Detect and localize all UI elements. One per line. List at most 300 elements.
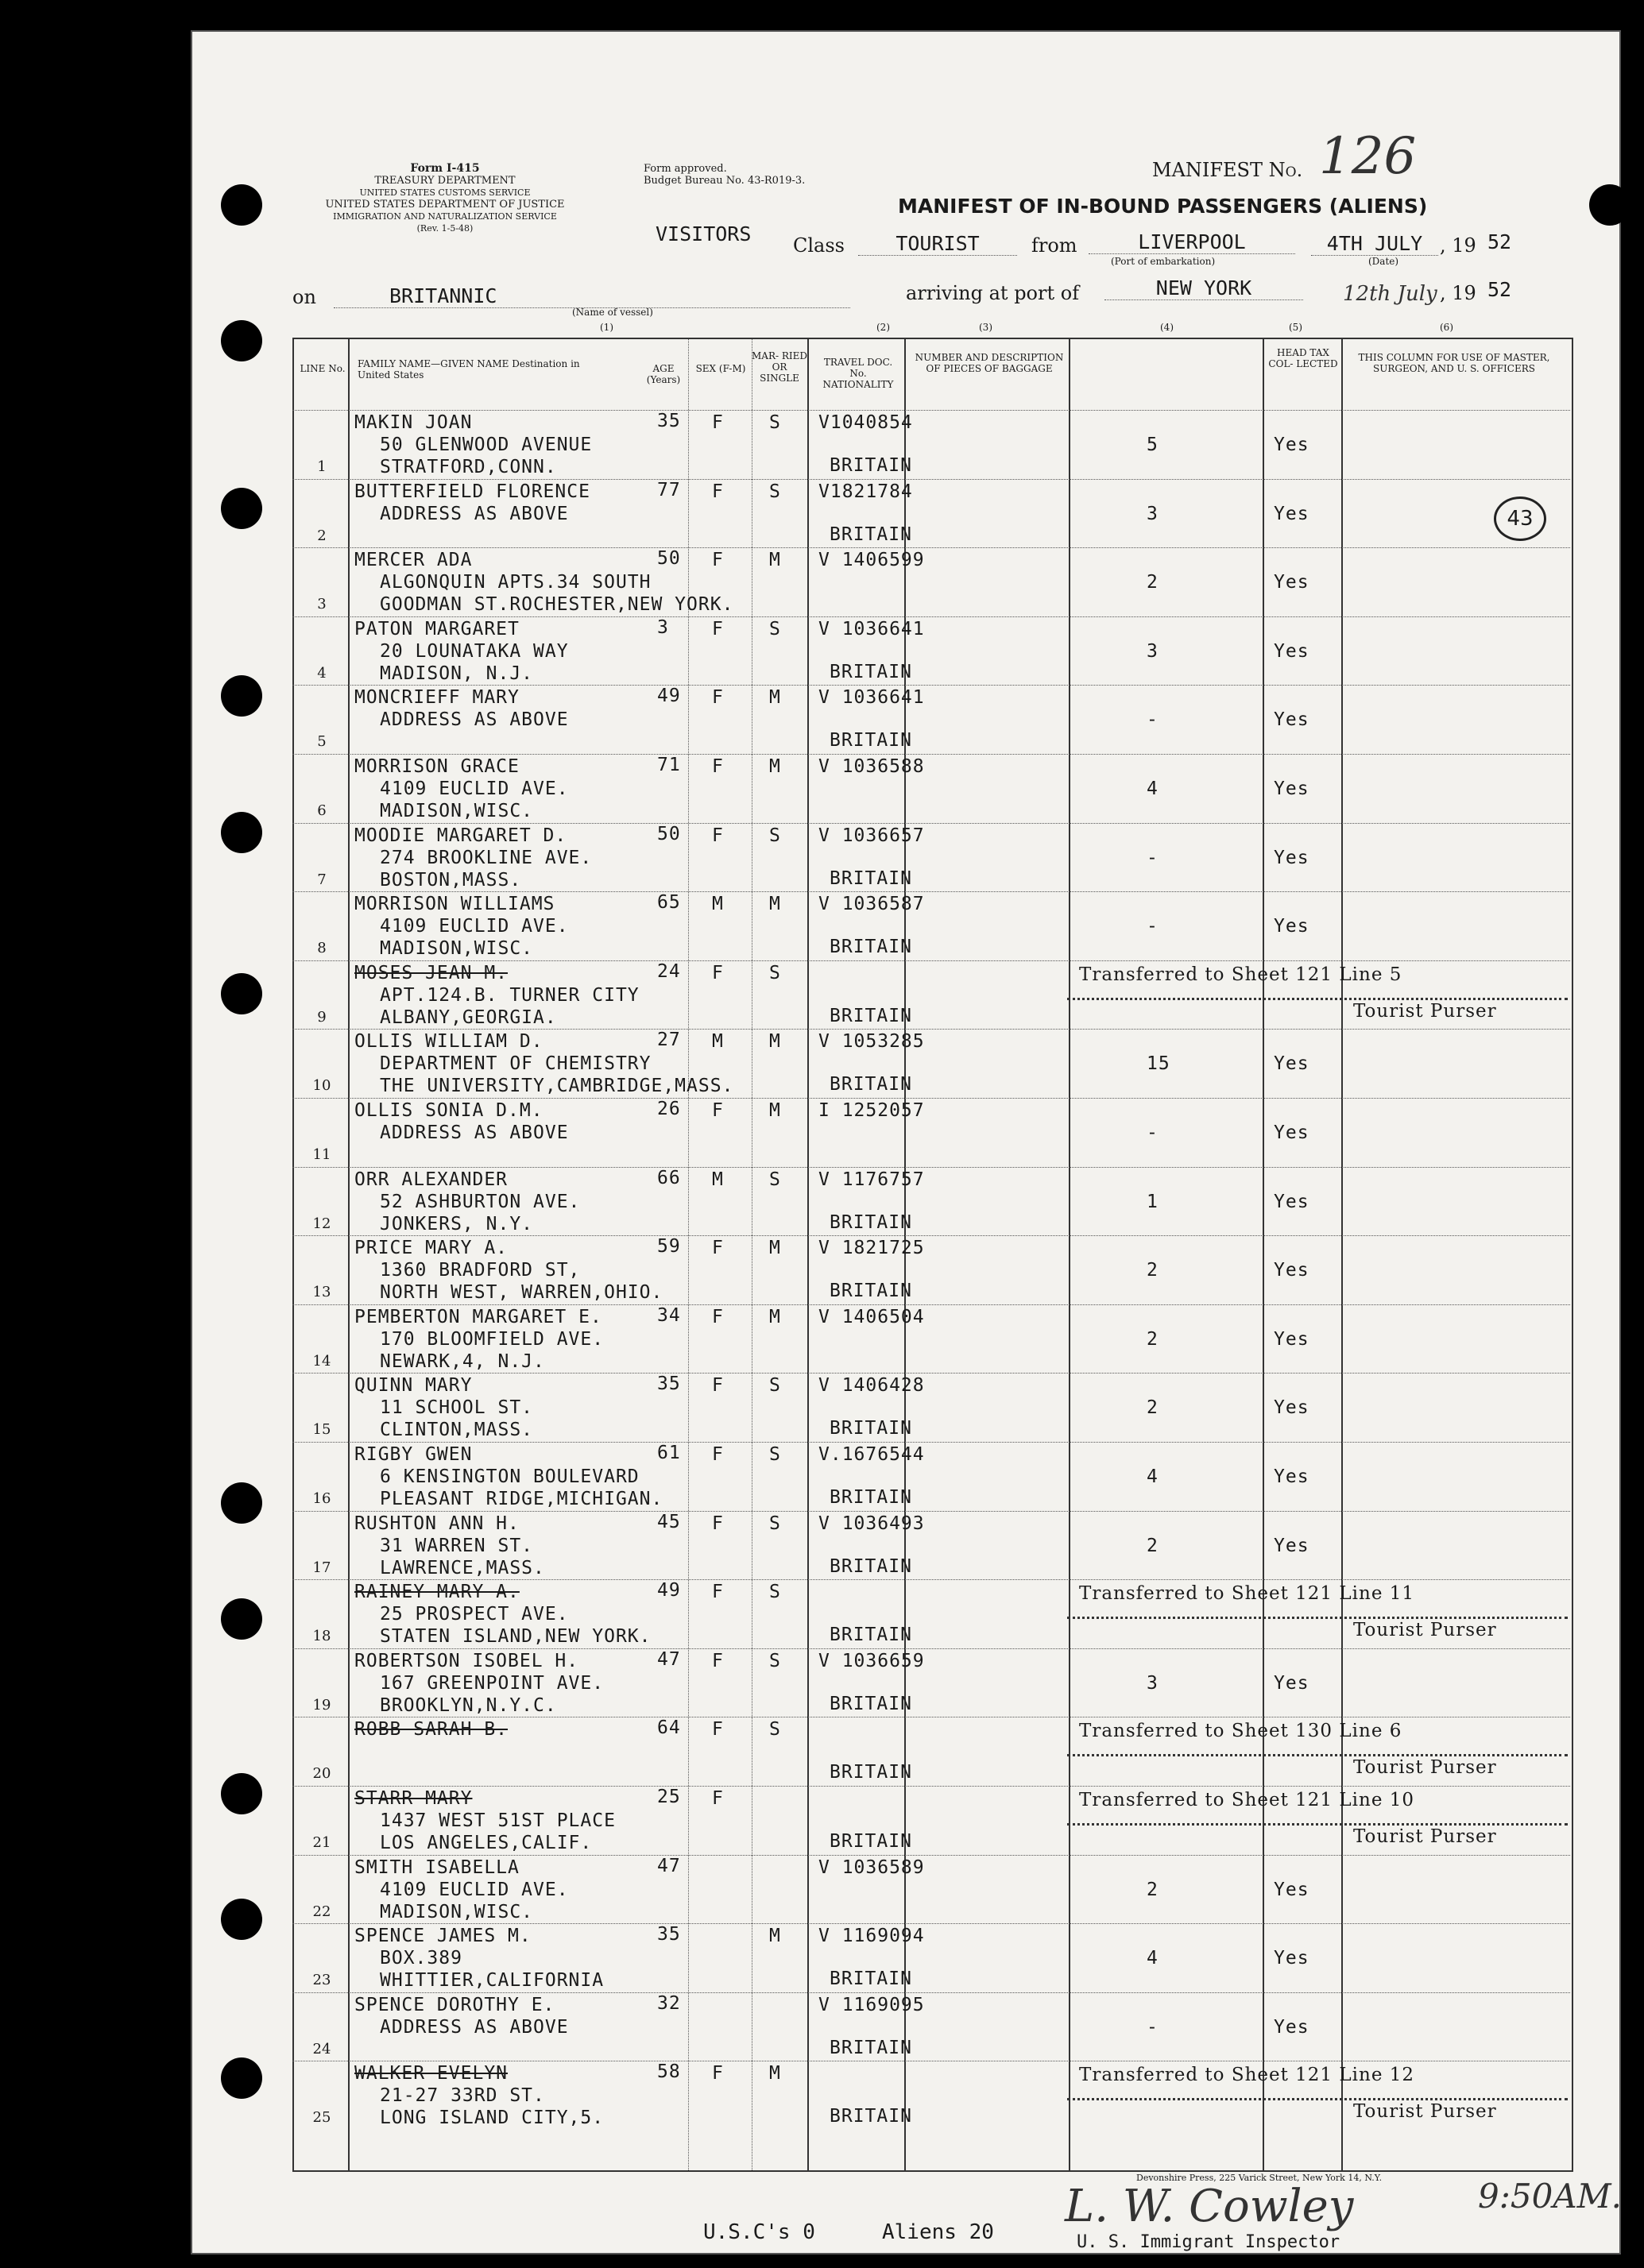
nationality: BRITAIN	[830, 1487, 912, 1508]
travel-doc-number: V1821784	[818, 481, 913, 502]
sex-value: F	[712, 1306, 724, 1327]
age-value: 50	[657, 548, 681, 570]
baggage-count: 2	[1147, 1397, 1159, 1419]
marital-status: M	[769, 756, 781, 777]
passenger-name: MONCRIEFF MARY	[354, 687, 520, 709]
line-number: 13	[312, 1284, 331, 1301]
address-line-2: WHITTIER,CALIFORNIA	[380, 1970, 605, 1992]
table-row	[292, 616, 1570, 686]
baggage-count: 5	[1147, 435, 1159, 455]
address-line-1: DEPARTMENT OF CHEMISTRY	[380, 1053, 652, 1075]
head-tax: Yes	[1274, 1672, 1309, 1694]
address-line-1: APT.124.B. TURNER CITY	[380, 984, 640, 1006]
arriving-label: arriving at port of	[906, 282, 1080, 304]
marital-status: M	[769, 1306, 781, 1327]
line-number: 1	[317, 458, 327, 475]
marital-status: M	[769, 687, 781, 709]
baggage-count: 3	[1147, 1672, 1159, 1694]
age-value: 58	[657, 2061, 681, 2083]
address-line-2: NEWARK,4, N.J.	[380, 1350, 545, 1372]
binder-hole	[221, 812, 262, 853]
travel-doc-number: V 1036641	[818, 687, 925, 709]
passenger-name: MERCER ADA	[354, 550, 473, 571]
head-tax: Yes	[1274, 709, 1309, 731]
col-number-3: (3)	[979, 322, 992, 333]
head-tax: Yes	[1274, 640, 1309, 662]
travel-doc-number: V 1036589	[818, 1857, 925, 1878]
on-label: on	[292, 286, 316, 308]
head-tax: Yes	[1274, 1466, 1309, 1487]
marital-status: S	[769, 481, 781, 502]
table-row	[292, 1992, 1570, 2062]
travel-doc-number: V 1036587	[818, 894, 925, 915]
col-tax: HEAD TAX COL- LECTED	[1268, 347, 1338, 369]
baggage-count: 3	[1147, 503, 1159, 524]
head-tax: Yes	[1274, 1191, 1309, 1212]
line-number: 10	[312, 1077, 331, 1095]
line-number: 16	[312, 1490, 331, 1507]
transfer-dotted-line	[1067, 1754, 1568, 1756]
age-value: 47	[657, 1855, 681, 1876]
baggage-count: 2	[1147, 1260, 1159, 1281]
head-tax: Yes	[1274, 1122, 1309, 1143]
year2-value: 52	[1487, 278, 1512, 301]
marital-status: M	[769, 550, 781, 571]
binder-hole	[221, 973, 262, 1014]
head-tax: Yes	[1274, 1328, 1309, 1350]
table-row	[292, 754, 1570, 824]
vessel-name: BRITANNIC	[334, 284, 850, 308]
age-value: 77	[657, 479, 681, 500]
travel-doc-number: V 1169094	[818, 1926, 925, 1947]
marital-status: M	[769, 894, 781, 915]
line-number: 8	[317, 940, 327, 957]
table-row	[292, 1855, 1570, 1925]
line-number: 5	[317, 733, 327, 751]
address-line-2: JONKERS, N.Y.	[380, 1213, 534, 1234]
form-approval	[644, 163, 850, 187]
aliens-count: Aliens 20	[882, 2220, 994, 2244]
baggage-count: 2	[1147, 1535, 1159, 1556]
col-married: MAR- RIED OR SINGLE	[752, 350, 808, 384]
age-value: 3	[657, 616, 669, 638]
nationality: BRITAIN	[830, 2106, 912, 2127]
sex-value: F	[712, 1100, 724, 1121]
passenger-name: ORR ALEXANDER	[354, 1169, 509, 1190]
marital-status: S	[769, 1375, 781, 1397]
col-age: AGE (Years)	[646, 363, 681, 385]
baggage-count: 2	[1147, 1879, 1159, 1900]
class-value: TOURIST	[858, 232, 1017, 256]
travel-doc-number: I 1252057	[818, 1100, 925, 1121]
address-line-1: 11 SCHOOL ST.	[380, 1397, 534, 1419]
passenger-name: PEMBERTON MARGARET E.	[354, 1306, 602, 1327]
table-row	[292, 1373, 1570, 1443]
line-number: 14	[312, 1352, 331, 1370]
inspection-time: 9:50AM.	[1478, 2177, 1623, 2216]
sex-value: F	[712, 1513, 724, 1534]
table-row	[292, 1235, 1570, 1305]
nationality: BRITAIN	[830, 1625, 912, 1646]
address-line-1: 4109 EUCLID AVE.	[380, 779, 569, 799]
marital-status: M	[769, 1238, 781, 1259]
sex-value: F	[712, 1650, 724, 1671]
dept-justice-sub: IMMIGRATION AND NATURALIZATION SERVICE	[333, 211, 557, 222]
sex-value: M	[712, 1169, 724, 1190]
col-number-4: (4)	[1160, 322, 1174, 333]
line-number: 9	[317, 1008, 327, 1026]
marital-status: S	[769, 1650, 781, 1671]
address-line-2: THE UNIVERSITY,CAMBRIDGE,MASS.	[380, 1076, 734, 1097]
passenger-name: PRICE MARY A.	[354, 1238, 509, 1259]
nationality: BRITAIN	[830, 1211, 912, 1233]
head-tax: Yes	[1274, 435, 1309, 455]
transfer-note: Transferred to Sheet 130 Line 6	[1079, 1721, 1402, 1742]
table-row	[292, 1442, 1570, 1512]
marital-status: S	[769, 618, 781, 639]
sex-value: F	[712, 1582, 724, 1603]
passenger-name: QUINN MARY	[354, 1375, 473, 1397]
address-line-1: 50 GLENWOOD AVENUE	[380, 435, 593, 455]
transfer-note: Transferred to Sheet 121 Line 12	[1079, 2065, 1415, 2086]
passenger-name: BUTTERFIELD FLORENCE	[354, 481, 590, 502]
sex-value: F	[712, 756, 724, 777]
vessel-caption: (Name of vessel)	[572, 307, 653, 318]
marital-status: S	[769, 1719, 781, 1741]
age-value: 26	[657, 1099, 681, 1119]
binder-hole	[1589, 184, 1630, 226]
head-tax: Yes	[1274, 1260, 1309, 1281]
baggage-count: 2	[1147, 1328, 1159, 1350]
sex-value: F	[712, 481, 724, 502]
address-line-2: MADISON,WISC.	[380, 1901, 534, 1922]
sex-value: M	[712, 894, 724, 915]
travel-doc-number: V 1176757	[818, 1169, 925, 1190]
age-value: 35	[657, 1924, 681, 1945]
nationality: BRITAIN	[830, 1762, 912, 1783]
circled-number: 43	[1494, 496, 1546, 541]
transfer-note: Transferred to Sheet 121 Line 5	[1079, 964, 1402, 985]
address-line-1: 274 BROOKLINE AVE.	[380, 847, 593, 868]
marital-status: S	[769, 825, 781, 846]
sex-value: F	[712, 412, 724, 433]
travel-doc-number: V1040854	[818, 412, 913, 433]
head-tax: Yes	[1274, 2016, 1309, 2038]
baggage-count: 15	[1147, 1053, 1170, 1075]
age-value: 24	[657, 960, 681, 982]
address-line-2: LOS ANGELES,CALIF.	[380, 1833, 593, 1853]
travel-doc-number: V 1036588	[818, 756, 925, 777]
col-number-5: (5)	[1289, 322, 1302, 333]
line-number: 15	[312, 1421, 331, 1439]
table-row	[292, 1098, 1570, 1168]
arrival-date: 12th July	[1343, 282, 1437, 306]
printer-imprint: Devonshire Press, 225 Varick Street, New York 14, N.Y.	[1136, 2173, 1383, 2183]
form-revision: (Rev. 1-5-48)	[416, 223, 474, 234]
usc-count: U.S.C's 0	[703, 2220, 815, 2244]
head-tax: Yes	[1274, 1948, 1309, 1969]
baggage-count: -	[1147, 2016, 1159, 2038]
passenger-name: RUSHTON ANN H.	[354, 1513, 520, 1534]
col-number-1: (1)	[600, 322, 613, 333]
approval-text: Form approved.	[644, 163, 727, 175]
address-line-2: STRATFORD,CONN.	[380, 457, 557, 477]
age-value: 71	[657, 755, 681, 775]
travel-doc-number: V 1406599	[818, 550, 925, 571]
address-line-2: MADISON,WISC.	[380, 938, 534, 960]
baggage-count: 2	[1147, 572, 1159, 593]
nationality: BRITAIN	[830, 524, 912, 545]
marital-status: M	[769, 1926, 781, 1947]
nationality: BRITAIN	[830, 455, 912, 476]
age-value: 65	[657, 892, 681, 914]
table-row	[292, 410, 1570, 480]
line-number: 12	[312, 1215, 331, 1232]
age-value: 35	[657, 411, 681, 431]
nationality: BRITAIN	[830, 1555, 912, 1577]
col-line-no: LINE No.	[300, 363, 346, 374]
table-row	[292, 1648, 1570, 1718]
address-line-1: 31 WARREN ST.	[380, 1535, 534, 1556]
dept-treasury: TREASURY DEPARTMENT	[374, 175, 516, 187]
address-line-2: LONG ISLAND CITY,5.	[380, 2108, 605, 2129]
line-number: 6	[317, 802, 327, 819]
travel-doc-number: V 1169095	[818, 1994, 925, 2015]
inspector-signature: L. W. Cowley	[1065, 2181, 1354, 2232]
binder-hole	[221, 1482, 262, 1524]
nationality: BRITAIN	[830, 661, 912, 682]
year-value: 52	[1487, 230, 1512, 253]
baggage-count: -	[1147, 916, 1159, 937]
address-line-1: ADDRESS AS ABOVE	[380, 1122, 569, 1143]
sex-value: F	[712, 618, 724, 639]
binder-hole	[221, 184, 262, 226]
passenger-name: MORRISON GRACE	[354, 756, 520, 777]
address-line-2: NORTH WEST, WARREN,OHIO.	[380, 1282, 663, 1304]
from-label: from	[1031, 234, 1077, 257]
passenger-name: ROBB SARAH B.	[354, 1719, 509, 1741]
passenger-name: PATON MARGARET	[354, 618, 520, 639]
table-row	[292, 685, 1570, 755]
head-tax: Yes	[1274, 1397, 1309, 1419]
passenger-name: MORRISON WILLIAMS	[354, 894, 555, 915]
nationality: BRITAIN	[830, 730, 912, 751]
head-tax: Yes	[1274, 1053, 1309, 1075]
address-line-2: GOODMAN ST.ROCHESTER,NEW YORK.	[380, 594, 734, 616]
address-line-1: 6 KENSINGTON BOULEVARD	[380, 1466, 640, 1487]
baggage-count: 4	[1147, 1466, 1159, 1487]
transfer-dotted-line	[1067, 1823, 1568, 1826]
address-line-2: CLINTON,MASS.	[380, 1420, 534, 1441]
form-number: Form I-415	[410, 162, 480, 175]
sex-value: F	[712, 825, 724, 846]
travel-doc-number: V 1406428	[818, 1375, 925, 1397]
age-value: 32	[657, 1992, 681, 2014]
officer-note: Tourist Purser	[1353, 1000, 1497, 1022]
passenger-name: MOODIE MARGARET D.	[354, 825, 567, 846]
sex-value: F	[712, 687, 724, 709]
travel-doc-number: V 1406504	[818, 1306, 925, 1327]
marital-status: M	[769, 1031, 781, 1053]
table-row	[292, 1717, 1570, 1787]
nationality: BRITAIN	[830, 1005, 912, 1026]
age-value: 35	[657, 1374, 681, 1395]
age-value: 27	[657, 1030, 681, 1051]
address-line-2: PLEASANT RIDGE,MICHIGAN.	[380, 1489, 663, 1509]
line-number: 25	[312, 2109, 331, 2127]
departure-date: 4TH JULY	[1311, 232, 1438, 256]
address-line-1: 1360 BRADFORD ST,	[380, 1260, 581, 1281]
address-line-2: BOSTON,MASS.	[380, 869, 522, 891]
passenger-name: RAINEY MARY A.	[354, 1582, 520, 1603]
passenger-name: SMITH ISABELLA	[354, 1857, 520, 1878]
class-label: Class	[793, 234, 845, 257]
nationality: BRITAIN	[830, 867, 912, 889]
address-line-2: MADISON,WISC.	[380, 801, 534, 821]
line-number: 23	[312, 1972, 331, 1989]
table-row	[292, 1304, 1570, 1374]
transfer-dotted-line	[1067, 1617, 1568, 1619]
line-number: 3	[317, 596, 327, 613]
baggage-count: -	[1147, 709, 1159, 731]
head-tax: Yes	[1274, 572, 1309, 593]
table-row	[292, 547, 1570, 617]
col-doc: TRAVEL DOC. No. NATIONALITY	[822, 357, 894, 390]
marital-status: S	[769, 1582, 781, 1603]
age-value: 66	[657, 1167, 681, 1188]
embarkation-caption: (Port of embarkation)	[1111, 256, 1216, 267]
passenger-name: MAKIN JOAN	[354, 412, 473, 433]
officer-note: Tourist Purser	[1353, 2101, 1497, 2123]
passenger-name: ROBERTSON ISOBEL H.	[354, 1650, 579, 1671]
age-value: 50	[657, 823, 681, 844]
table-row	[292, 1923, 1570, 1993]
officer-note: Tourist Purser	[1353, 1826, 1497, 1847]
date-caption: (Date)	[1368, 256, 1399, 267]
address-line-1: ADDRESS AS ABOVE	[380, 709, 569, 731]
sex-value: M	[712, 1031, 724, 1053]
nationality: BRITAIN	[830, 1281, 912, 1302]
manifest-title: MANIFEST OF IN-BOUND PASSENGERS (ALIENS)	[898, 195, 1428, 218]
age-value: 25	[657, 1787, 681, 1807]
col-number-6: (6)	[1440, 322, 1453, 333]
address-line-1: 52 ASHBURTON AVE.	[380, 1191, 581, 1212]
dept-treasury-sub: UNITED STATES CUSTOMS SERVICE	[359, 187, 531, 198]
marital-status: S	[769, 962, 781, 983]
line-number: 19	[312, 1696, 331, 1714]
table-row	[292, 1579, 1570, 1649]
sex-value: F	[712, 1788, 724, 1809]
marital-status: S	[769, 1444, 781, 1465]
table-row	[292, 823, 1570, 893]
col-number-2: (2)	[876, 322, 890, 333]
transfer-dotted-line	[1067, 2098, 1568, 2100]
nationality: BRITAIN	[830, 1831, 912, 1852]
address-line-1: 4109 EUCLID AVE.	[380, 1879, 569, 1900]
address-line-1: BOX.389	[380, 1948, 462, 1969]
table-row	[292, 1029, 1570, 1099]
sex-value: F	[712, 1238, 724, 1259]
line-number: 24	[312, 2040, 331, 2057]
passenger-name: MOSES JEAN M.	[354, 962, 509, 983]
head-tax: Yes	[1274, 503, 1309, 524]
nationality: BRITAIN	[830, 1969, 912, 1990]
age-value: 64	[657, 1717, 681, 1739]
travel-doc-number: V 1821725	[818, 1238, 925, 1259]
line-number: 11	[312, 1146, 331, 1163]
binder-hole	[221, 1598, 262, 1640]
table-row	[292, 960, 1570, 1030]
address-line-1: ADDRESS AS ABOVE	[380, 2016, 569, 2038]
travel-doc-number: V 1036659	[818, 1650, 925, 1671]
address-line-2: STATEN ISLAND,NEW YORK.	[380, 1626, 652, 1648]
passenger-name: WALKER EVELYN	[354, 2063, 509, 2084]
sex-value: F	[712, 1719, 724, 1741]
transfer-note: Transferred to Sheet 121 Line 11	[1079, 1583, 1415, 1605]
budget-text: Budget Bureau No. 43-R019-3.	[644, 175, 806, 187]
dept-justice: UNITED STATES DEPARTMENT OF JUSTICE	[325, 199, 565, 211]
travel-doc-number: V.1676544	[818, 1444, 925, 1465]
age-value: 34	[657, 1304, 681, 1326]
binder-hole	[221, 488, 262, 529]
address-line-1: 170 BLOOMFIELD AVE.	[380, 1328, 605, 1350]
passenger-name: OLLIS WILLIAM D.	[354, 1031, 543, 1053]
binder-hole	[221, 675, 262, 717]
officer-note: Tourist Purser	[1353, 1620, 1497, 1641]
travel-doc-number: V 1036493	[818, 1513, 925, 1534]
address-line-1: 167 GREENPOINT AVE.	[380, 1672, 605, 1694]
marital-status: S	[769, 1513, 781, 1534]
head-tax: Yes	[1274, 916, 1309, 937]
address-line-1: 21-27 33RD ST.	[380, 2085, 545, 2107]
table-row	[292, 1511, 1570, 1581]
age-value: 61	[657, 1443, 681, 1463]
address-line-1: ALGONQUIN APTS.34 SOUTH	[380, 572, 652, 593]
table-row	[292, 1786, 1570, 1856]
col-baggage: NUMBER AND DESCRIPTION OF PIECES OF BAGGAGE	[915, 352, 1064, 374]
sex-value: F	[712, 1375, 724, 1397]
nationality: BRITAIN	[830, 1074, 912, 1095]
table-row	[292, 479, 1570, 549]
binder-hole	[221, 1899, 262, 1940]
baggage-count: -	[1147, 1122, 1159, 1143]
passenger-name: OLLIS SONIA D.M.	[354, 1100, 543, 1121]
nationality: BRITAIN	[830, 1418, 912, 1439]
form-header-left	[286, 163, 604, 234]
address-line-2: BROOKLYN,N.Y.C.	[380, 1694, 557, 1716]
marital-status: S	[769, 1169, 781, 1190]
passenger-name: RIGBY GWEN	[354, 1444, 473, 1465]
sex-value: F	[712, 962, 724, 983]
table-row	[292, 891, 1570, 961]
col-sex: SEX (F-M)	[695, 363, 746, 374]
transfer-note: Transferred to Sheet 121 Line 10	[1079, 1790, 1415, 1810]
address-line-1: 25 PROSPECT AVE.	[380, 1604, 569, 1625]
officer-note: Tourist Purser	[1353, 1757, 1497, 1779]
nationality: BRITAIN	[830, 937, 912, 958]
passenger-name: STARR MARY	[354, 1788, 473, 1809]
address-line-2: LAWRENCE,MASS.	[380, 1557, 545, 1578]
travel-doc-number: V 1053285	[818, 1031, 925, 1053]
nationality: BRITAIN	[830, 1693, 912, 1714]
baggage-count: 3	[1147, 640, 1159, 662]
col-name: FAMILY NAME—GIVEN NAME Destination in United States	[358, 358, 580, 381]
inspector-title: U. S. Immigrant Inspector	[1077, 2232, 1340, 2252]
year2-prefix: , 19	[1440, 282, 1476, 304]
line-number: 22	[312, 1903, 331, 1920]
travel-doc-number: V 1036657	[818, 825, 925, 846]
baggage-count: 1	[1147, 1191, 1159, 1212]
